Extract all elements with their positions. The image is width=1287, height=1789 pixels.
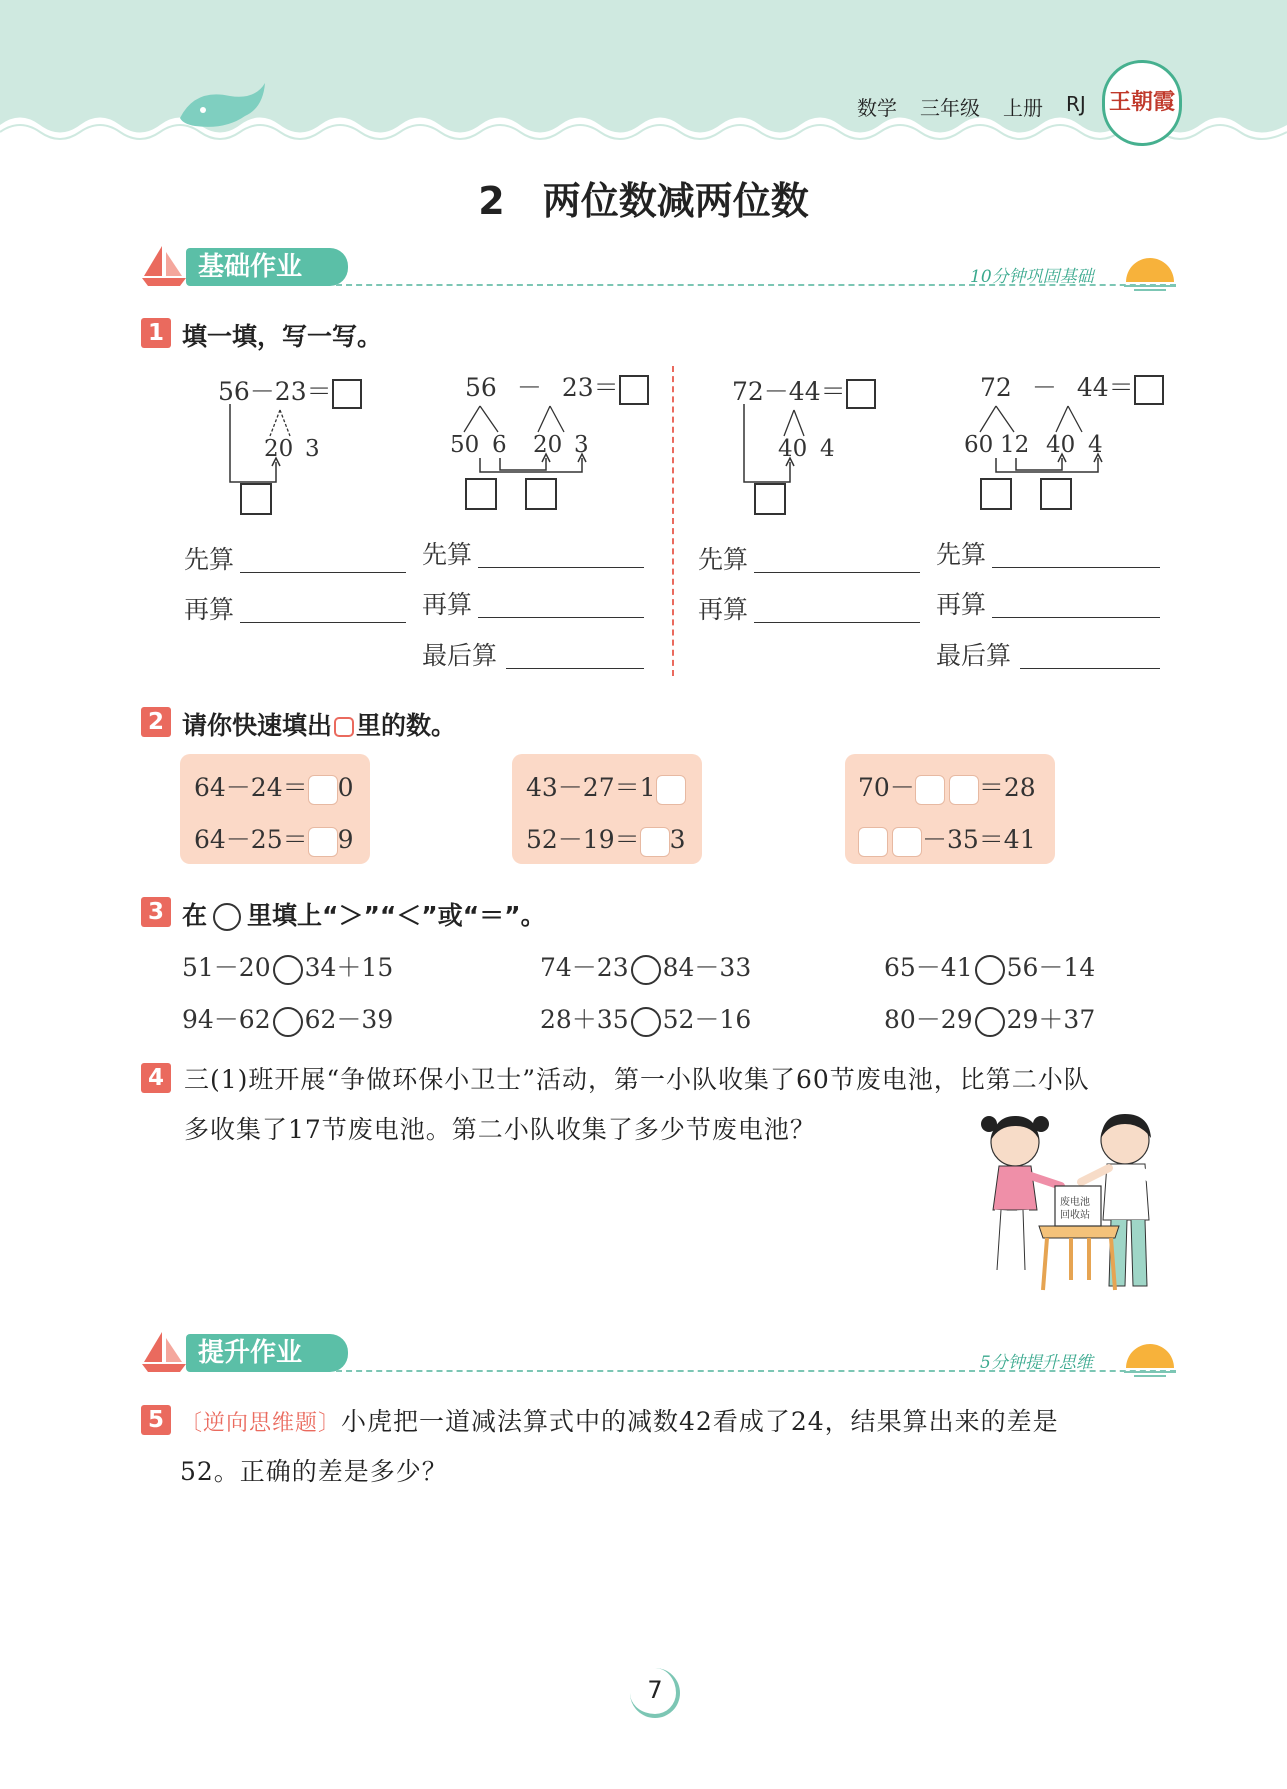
page-number: 7 <box>647 1676 663 1704</box>
answer-line[interactable] <box>1020 668 1160 669</box>
whale-icon <box>175 78 275 136</box>
answer-box[interactable] <box>1134 375 1164 405</box>
compare-item: 80－29 29＋37 <box>884 1000 1095 1037</box>
q2-row: 70－ ＝28 <box>858 768 1036 805</box>
step-label: 先算 <box>698 545 749 574</box>
compare-circle[interactable] <box>975 1007 1005 1037</box>
step-label: 先算 <box>936 540 987 569</box>
compare-circle[interactable] <box>273 955 303 985</box>
sailboat-icon <box>140 1330 188 1374</box>
question-number: 5 <box>141 1405 171 1435</box>
answer-box[interactable] <box>1040 478 1072 510</box>
page-title: 2 两位数减两位数 <box>478 179 809 223</box>
question-text-line: 52。正确的差是多少？ <box>180 1457 448 1486</box>
q2-row: 52－19＝ 3 <box>526 820 686 857</box>
answer-box[interactable] <box>754 483 786 515</box>
question-text-line: 〔逆向思维题〕小虎把一道减法算式中的减数42看成了24，结果算出来的差是 <box>180 1407 1059 1436</box>
split-value: 40 <box>778 436 808 462</box>
sun-icon <box>1120 1334 1180 1378</box>
step-label: 再算 <box>936 590 987 619</box>
recycle-box-label: 回收站 <box>1060 1210 1090 1221</box>
q2-row: 43－27＝1 <box>526 768 686 805</box>
compare-circle[interactable] <box>975 955 1005 985</box>
answer-line[interactable] <box>992 567 1160 568</box>
header-volume: 上册 <box>1003 96 1043 120</box>
answer-box[interactable] <box>858 827 888 857</box>
header-edition: RJ <box>1066 92 1086 116</box>
split-value: 4 <box>820 436 835 462</box>
answer-line[interactable] <box>754 622 920 623</box>
question-text-line: 多收集了17节废电池。第二小队收集了多少节废电池？ <box>184 1115 816 1144</box>
question-text: 请你快速填出 里的数。 <box>182 711 457 740</box>
question-text: 填一填，写一写。 <box>182 322 383 351</box>
step-label: 再算 <box>422 590 473 619</box>
split-value: 4 <box>1088 432 1103 458</box>
answer-line[interactable] <box>478 567 644 568</box>
header-grade: 三年级 <box>920 96 980 120</box>
split-value: 50 <box>450 432 480 458</box>
split-value: 3 <box>305 436 320 462</box>
split-value: 20 <box>264 436 294 462</box>
step-label: 先算 <box>184 545 235 574</box>
split-value: 40 <box>1046 432 1076 458</box>
q2-row: －35＝41 <box>858 820 1036 857</box>
q2-row: 64－25＝ 9 <box>194 820 354 857</box>
step-label: 再算 <box>698 595 749 624</box>
answer-box[interactable] <box>640 827 670 857</box>
answer-line[interactable] <box>478 617 644 618</box>
answer-box[interactable] <box>308 775 338 805</box>
answer-line[interactable] <box>506 668 644 669</box>
section-advanced-hint: 5分钟提升思维 <box>980 1353 1093 1373</box>
question-number: 4 <box>141 1063 171 1093</box>
q1c-expression: 72－44＝ <box>732 372 876 409</box>
step-label: 最后算 <box>936 641 1012 670</box>
section-advanced-label: 提升作业 <box>186 1334 348 1372</box>
section-basic-hint: 10分钟巩固基础 <box>970 267 1094 287</box>
header-subject: 数学 <box>857 96 897 120</box>
answer-line[interactable] <box>240 622 406 623</box>
q1b-expression: 56 － 23＝ <box>465 368 649 405</box>
q2-row: 64－24＝ 0 <box>194 768 354 805</box>
step-label: 先算 <box>422 540 473 569</box>
page-header <box>0 0 1287 150</box>
split-value: 3 <box>574 432 589 458</box>
answer-box[interactable] <box>465 478 497 510</box>
split-value: 6 <box>492 432 507 458</box>
recycle-box-label: 废电池 <box>1060 1197 1090 1208</box>
step-label: 最后算 <box>422 641 498 670</box>
compare-item: 65－41 56－14 <box>884 948 1095 985</box>
answer-box[interactable] <box>525 478 557 510</box>
question-number: 3 <box>141 897 171 927</box>
brand-name: 王朝霞 <box>1108 89 1175 115</box>
q1d-expression: 72 － 44＝ <box>980 368 1164 405</box>
answer-box[interactable] <box>619 375 649 405</box>
answer-line[interactable] <box>240 572 406 573</box>
question-number: 1 <box>141 318 171 348</box>
compare-circle[interactable] <box>273 1007 303 1037</box>
question-text-line: 三(1)班开展“争做环保小卫士”活动，第一小队收集了60节废电池，比第二小队 <box>184 1065 1090 1094</box>
compare-item: 74－23 84－33 <box>540 948 751 985</box>
answer-box[interactable] <box>915 775 945 805</box>
section-basic-label: 基础作业 <box>186 248 348 286</box>
step-label: 再算 <box>184 595 235 624</box>
split-value: 60 <box>964 432 994 458</box>
split-value: 20 <box>533 432 563 458</box>
question-number: 2 <box>141 707 171 737</box>
sailboat-icon <box>140 244 188 288</box>
compare-item: 28＋35 52－16 <box>540 1000 751 1037</box>
column-divider <box>672 366 674 676</box>
compare-item: 94－62 62－39 <box>182 1000 393 1037</box>
compare-circle[interactable] <box>631 955 661 985</box>
answer-box[interactable] <box>308 827 338 857</box>
answer-box[interactable] <box>656 775 686 805</box>
compare-item: 51－20 34＋15 <box>182 948 393 985</box>
brand-logo <box>1102 60 1182 146</box>
answer-line[interactable] <box>754 572 920 573</box>
answer-line[interactable] <box>992 617 1160 618</box>
answer-box[interactable] <box>240 483 272 515</box>
split-value: 12 <box>1000 432 1030 458</box>
q1a-expression: 56－23＝ <box>218 372 362 409</box>
answer-box[interactable] <box>892 827 922 857</box>
question-text: 在 里填上“＞”“＜”或“＝”。 <box>182 901 546 930</box>
sun-icon <box>1120 248 1180 292</box>
answer-box[interactable] <box>980 478 1012 510</box>
compare-circle[interactable] <box>631 1007 661 1037</box>
answer-box[interactable] <box>949 775 979 805</box>
